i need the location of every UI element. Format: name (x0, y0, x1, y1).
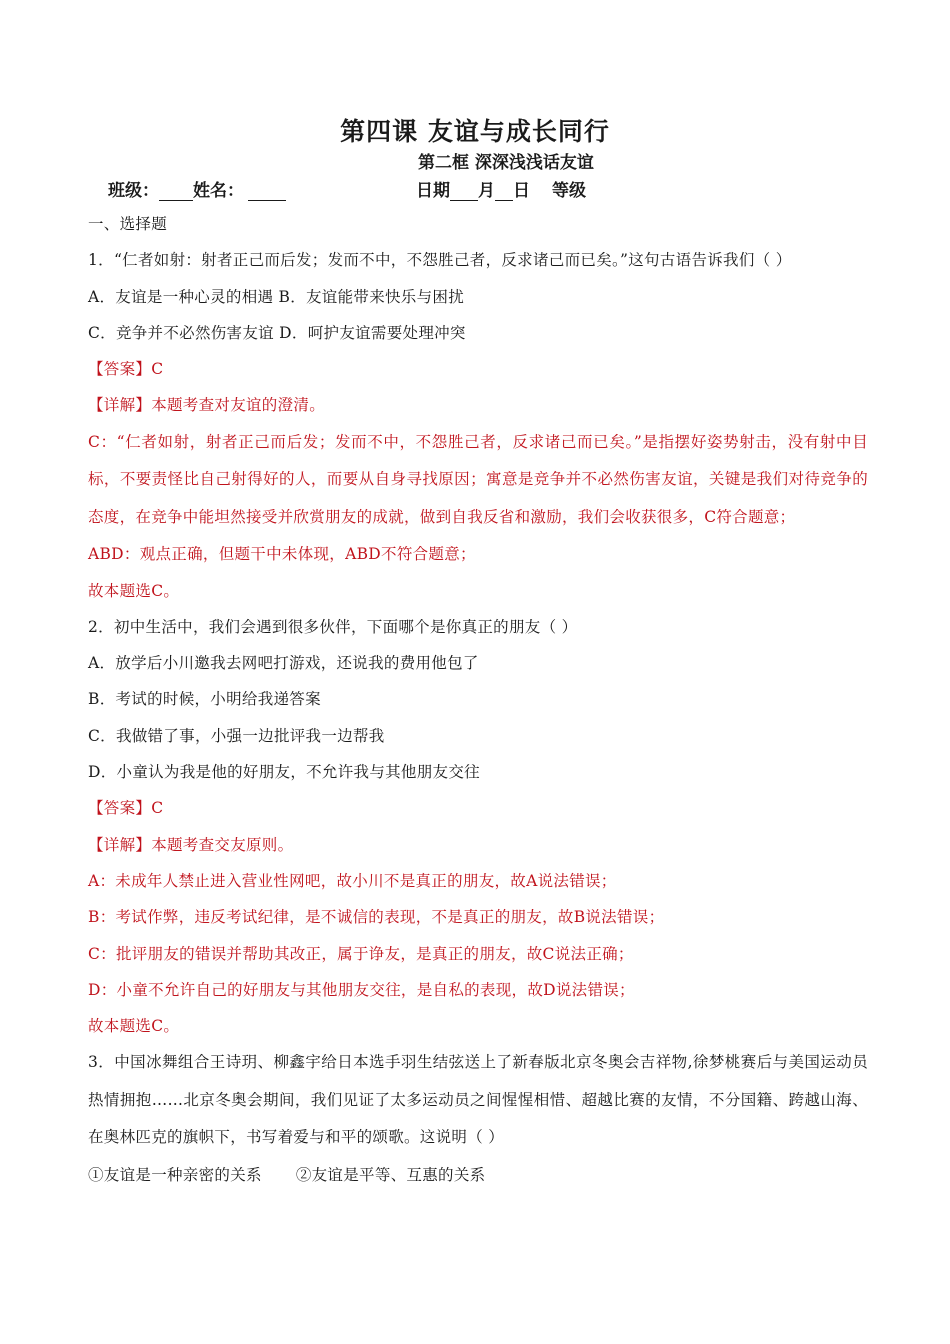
question-1-stem: 1．“仁者如射：射者正己而后发；发而不中，不怨胜己者，反求诸己而已矣。”这句古语告诉我们（ ） (88, 251, 792, 270)
question-2-stem: 2．初中生活中，我们会遇到很多伙伴，下面哪个是你真正的朋友（ ） (88, 617, 578, 636)
date-label: 日期 (416, 181, 450, 201)
question-1-analysis-abd: ABD：观点正确，但题干中未体现，ABD不符合题意； (88, 545, 476, 564)
question-2-option-a: A．放学后小川邀我去网吧打游戏，还说我的费用他包了 (88, 654, 479, 673)
question-2-option-d: D．小童认为我是他的好朋友，不允许我与其他朋友交往 (88, 763, 480, 782)
analysis-label: 【详解】 (88, 835, 152, 854)
answer-value: C (151, 799, 164, 818)
question-2-analysis-a: A：未成年人禁止进入营业性网吧，故小川不是真正的朋友，故A说法错误； (88, 871, 617, 890)
question-3-option-2: ②友谊是平等、互惠的关系 (295, 1165, 486, 1184)
answer-label: 【答案】 (88, 360, 152, 379)
question-2-conclusion: 故本题选C。 (88, 1017, 180, 1036)
day-label: 日 (513, 181, 530, 201)
name-label: 姓名： (193, 181, 244, 201)
question-2-analysis-b: B：考试作弊，违反考试纪律，是不诚信的表现，不是真正的朋友，故B说法错误； (88, 908, 665, 927)
grade-label: 等级 (552, 181, 586, 201)
class-blank (159, 182, 193, 201)
analysis-label: 【详解】 (88, 396, 152, 415)
question-1-analysis-intro (88, 387, 868, 423)
page-subtitle: 第二框 深深浅浅话友谊 (418, 153, 594, 173)
answer-label: 【答案】 (88, 799, 152, 818)
question-1-option-ab: A．友谊是一种心灵的相遇 B．友谊能带来快乐与困扰 (88, 287, 465, 306)
question-1-conclusion: 故本题选C。 (88, 581, 180, 600)
analysis-intro: 本题考查对友谊的澄清。 (151, 396, 326, 415)
page-title: 第四课 友谊与成长同行 (340, 117, 610, 146)
question-2-analysis-intro (88, 827, 868, 863)
month-blank (450, 182, 478, 201)
question-2-answer (88, 790, 868, 826)
question-3-stem: 3．中国冰舞组合王诗玥、柳鑫宇给日本选手羽生结弦送上了新春版北京冬奥会吉祥物,徐梦桃赛后与美国运动员热情拥抱……北京冬奥会期间，我们见证了太多运动员之间惺惺相惜、超越比赛的友情，不分国籍、跨越山海、在奥林匹克的旗帜下，书写着爱与和平的颂歌。这说明（ ） (88, 1053, 868, 1147)
answer-value: C (151, 360, 164, 379)
question-2-option-c: C．我做错了事，小强一边批评我一边帮我 (88, 726, 385, 745)
day-blank (495, 182, 513, 201)
question-2-analysis-d: D：小童不允许自己的好朋友与其他朋友交往，是自私的表现，故D说法错误； (88, 980, 635, 999)
student-info-left (108, 176, 286, 201)
document-content (88, 206, 868, 1193)
student-info-right (416, 176, 586, 201)
question-2-option-b: B．考试的时候，小明给我递答案 (88, 690, 321, 709)
question-3-options (88, 1157, 868, 1193)
month-label: 月 (478, 181, 495, 201)
name-blank (248, 182, 286, 201)
question-1-analysis-c: C：“仁者如射，射者正己而后发；发而不中，不怨胜己者，反求诸己而已矣。”是指摆好姿势射击，没有射中目标，不要责怪比自己射得好的人，而要从自身寻找原因；寓意是竞争并不必然伤害友谊，关键是我们对待竞争的态度，在竞争中能坦然接受并欣赏朋友的成就，做到自我反省和激励，我们会收获很多，C符合题意； (88, 432, 868, 526)
section-heading: 一、选择题 (88, 215, 168, 233)
question-1-option-cd: C．竞争并不必然伤害友谊 D．呵护友谊需要处理冲突 (88, 323, 466, 342)
question-3-option-1: ①友谊是一种亲密的关系 (88, 1165, 262, 1184)
analysis-intro: 本题考查交友原则。 (151, 835, 294, 854)
question-1-answer (88, 351, 868, 387)
class-label: 班级： (108, 181, 159, 201)
question-2-analysis-c: C：批评朋友的错误并帮助其改正，属于诤友，是真正的朋友，故C说法正确； (88, 944, 634, 963)
